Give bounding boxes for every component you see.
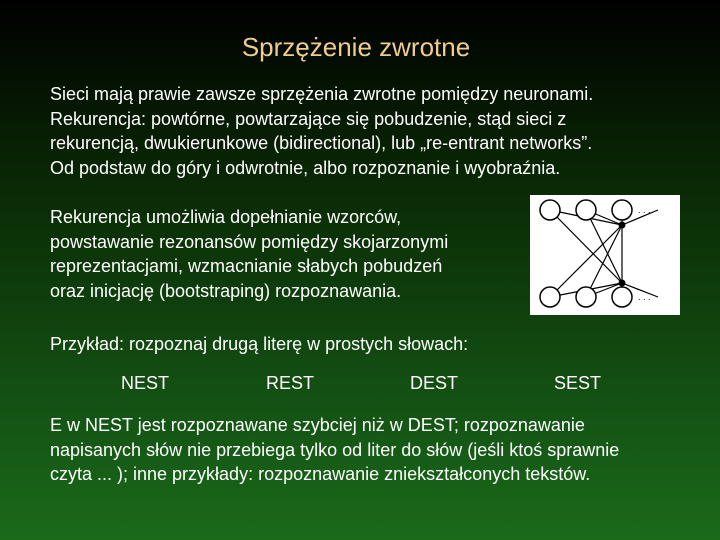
- network-diagram-graphic: [530, 195, 680, 315]
- ellipsis-bottom: . . .: [638, 292, 651, 302]
- paragraph-line: Rekurencja: powtórne, powtarzające się pobudzenie, stąd sieci z: [50, 108, 567, 129]
- slide-title: Sprzężenie zwrotne: [241, 32, 471, 62]
- example-words: [0, 373, 720, 399]
- neuron-node: [540, 200, 560, 220]
- paragraph-line: Rekurencja umożliwia dopełnianie wzorców,: [50, 207, 402, 227]
- hidden-neuron-node: [619, 280, 626, 287]
- paragraph-explanation: [50, 413, 700, 487]
- neuron-node: [612, 200, 632, 220]
- paragraph-line: E w NEST jest rozpoznawane szybciej niż w DEST; rozpoznawanie: [50, 415, 585, 435]
- neuron-node: [576, 287, 596, 307]
- paragraph-line: powstawanie rezonansów pomiędzy skojarzonymi: [50, 231, 449, 252]
- paragraph-recurrence-benefits: [50, 205, 520, 303]
- example-word: SEST: [554, 373, 602, 393]
- paragraph-line: oraz inicjację (bootstraping) rozpoznawania.: [50, 280, 402, 301]
- neuron-node: [612, 287, 632, 307]
- paragraph-line: Przykład: rozpoznaj drugą literę w prostych słowach:: [50, 334, 469, 354]
- paragraph-line: napisanych słów nie przebiega tylko od liter do słów (jeśli ktoś sprawnie: [50, 439, 620, 460]
- paragraph-recurrence-intro: [50, 82, 710, 180]
- paragraph-line: Od podstaw do góry i odwrotnie, albo rozpoznanie i wyobraźnia.: [50, 157, 561, 178]
- neuron-node: [540, 287, 560, 307]
- network-diagram: [530, 195, 680, 315]
- paragraph-line: reprezentacjami, wzmacnianie słabych pobudzeń: [50, 256, 443, 276]
- example-word: DEST: [410, 373, 459, 393]
- ellipsis-top: . . .: [638, 205, 651, 215]
- paragraph-example: [50, 332, 690, 357]
- neuron-node: [576, 200, 596, 220]
- paragraph-line: rekurencją, dwukierunkowe (bidirectional), lub „re-entrant networks”.: [50, 133, 593, 153]
- paragraph-line: Sieci mają prawie zawsze sprzężenia zwrotne pomiędzy neuronami.: [50, 84, 594, 104]
- example-word: REST: [266, 373, 315, 393]
- paragraph-line: czyta ... ); inne przykłady: rozpoznawanie zniekształconych tekstów.: [50, 464, 591, 484]
- example-word: NEST: [121, 373, 170, 393]
- hidden-neuron-node: [619, 222, 626, 229]
